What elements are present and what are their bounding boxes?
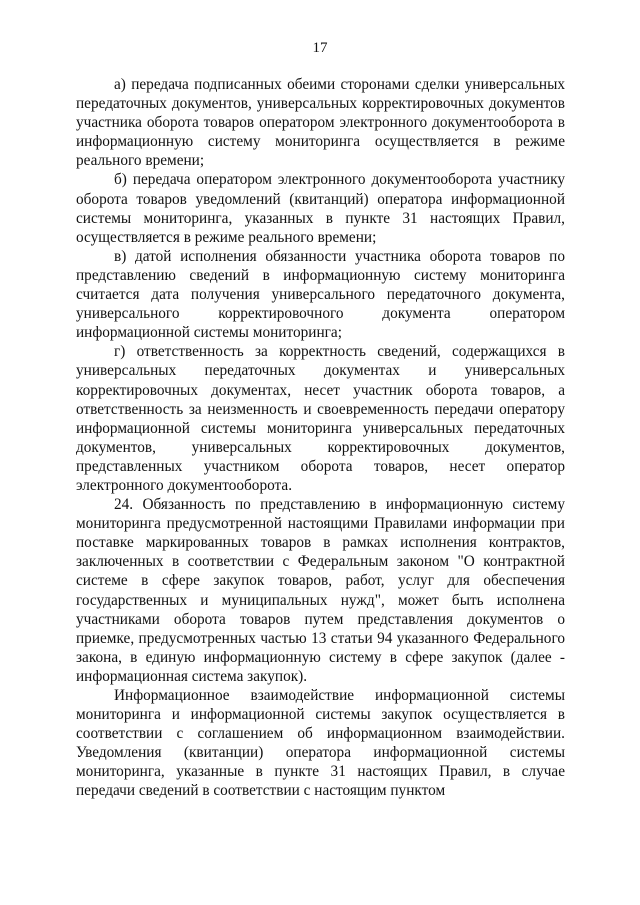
paragraph-interaction: Информационное взаимодействие информационной системы мониторинга и информационной системы закупок осуществляется в соответствии с соглашением об информационном взаимодействии. Уведомления (квитанции) оператора информационной системы мониторинга, указанные в пункте 31 настоящих Правил, в случае передачи сведений в соответствии с настоящим пунктом [76,687,565,800]
paragraph-g: г) ответственность за корректность сведений, содержащихся в универсальных передаточных документах и универсальных корректировочных документах, несет участник оборота товаров, а ответственность за неизменность и своевременность передачи оператору информационной системы мониторинга универсальных передаточных документов, универсальных корректировочных документов, представленных участником оборота товаров, несет оператор электронного документооборота. [76,343,565,494]
paragraph-24: 24. Обязанность по представлению в информационную систему мониторинга предусмотренной настоящими Правилами информации при поставке маркированных товаров в рамках исполнения контрактов, заключенных в соответствии с Федеральным законом "О контрактной системе в сфере закупок товаров, работ, услуг для обеспечения государственных и муниципальных нужд", может быть исполнена участниками оборота товаров путем представления документов о приемке, предусмотренных частью 13 статьи 94 указанного Федерального закона, в единую информационную систему в сфере закупок (далее - информационная система закупок). [76,496,565,685]
paragraph-v: в) датой исполнения обязанности участника оборота товаров по представлению сведений в информационную систему мониторинга считается дата получения универсального передаточного документа, универсального корректировочного документа оператором информационной системы мониторинга; [76,247,565,342]
document-body [76,75,565,801]
paragraph-b: б) передача оператором электронного документооборота участнику оборота товаров уведомлений (квитанций) оператора информационной системы мониторинга, указанных в пункте 31 настоящих Правил, осуществляется в режиме реального времени; [76,171,565,246]
paragraph-a: а) передача подписанных обеими сторонами сделки универсальных передаточных документов, универсальных корректировочных документов участника оборота товаров оператором электронного документооборота в информационную систему мониторинга осуществляется в режиме реального времени; [76,76,565,170]
page-number: 17 [312,40,328,56]
